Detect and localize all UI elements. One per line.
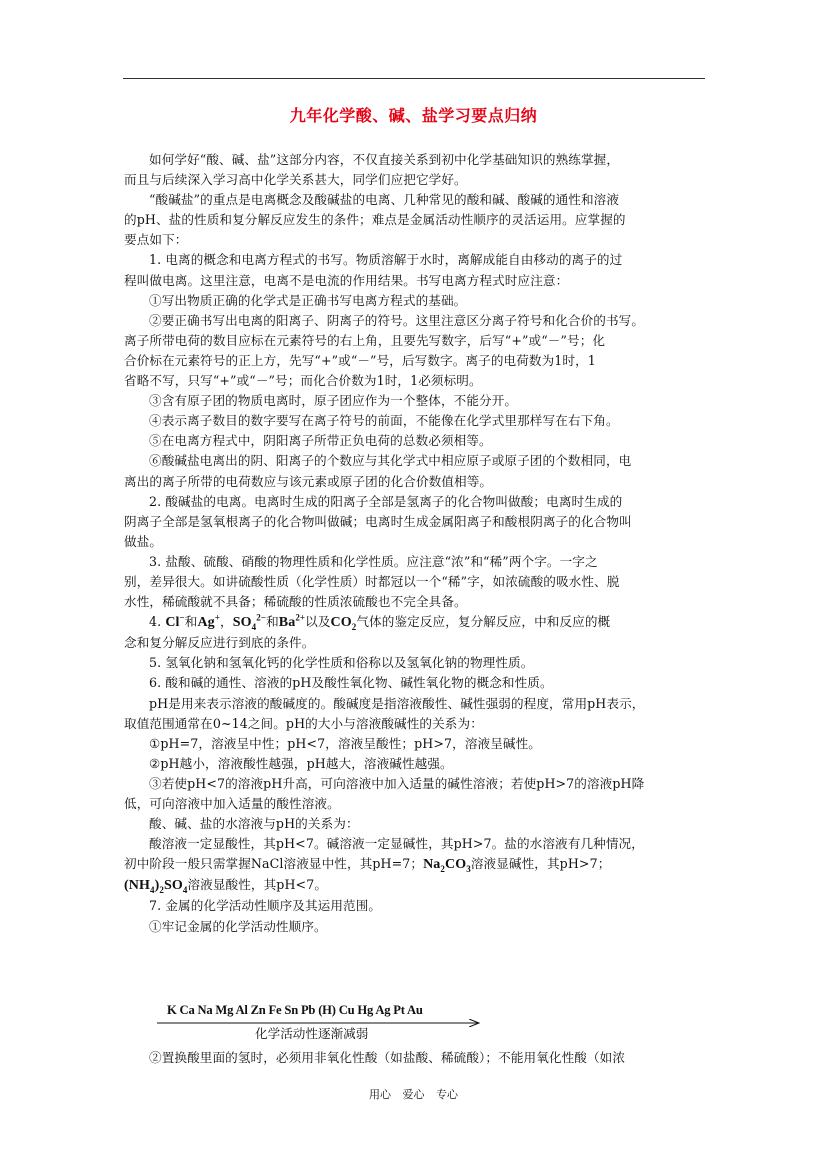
paragraph-line: ②置换酸里面的氢时，必须用非氧化性酸（如盐酸、稀硫酸）；不能用氧化性酸（如浓 (149, 1050, 626, 1065)
paragraph-line: 念和复分解反应进行到底的条件。 (124, 635, 315, 651)
paragraph-line: ⑥酸碱盐电离出的阴、阳离子的个数应与其化学式中相应原子或原子团的个数相同，电 (149, 453, 632, 469)
series-caption: 化学活动性逐渐减弱 (255, 1026, 369, 1041)
barium-ion: $Ba^{2+}$ (278, 612, 306, 631)
paragraph-line: 要点如下： (124, 232, 188, 248)
ammonium-sulfate: $(NH_4)_2SO_4$ (124, 878, 188, 896)
page-footer: 用心 爱心 专心 (369, 1088, 458, 1101)
paragraph-line: 5. 氢氧化钠和氢氧化钙的化学性质和俗称以及氢氧化钠的物理性质。 (149, 655, 534, 671)
silver-ion: Ag+ (197, 612, 221, 631)
paragraph-line: 水性，稀硫酸就不具备；稀硫酸的性质浓硫酸也不完全具备。 (124, 594, 467, 610)
paragraph-line: 2. 酸碱盐的电离。电离时生成的阳离子全部是氢离子的化合物叫做酸；电离时生成的 (149, 493, 623, 509)
paragraph-line: 而且与后续深入学习高中化学关系甚大，同学们应把它学好。 (124, 172, 467, 188)
paragraph-line: 做盐。 (124, 533, 163, 549)
paragraph-line: 如何学好“酸、碱、盐”这部分内容，不仅直接关系到初中化学基础知识的熟练掌握， (149, 152, 620, 167)
paragraph-line: 酸溶液一定显酸性，其pH<7。碱溶液一定显碱性，其pH>7。盐的水溶液有几种情况， (149, 836, 644, 852)
sulfate-ion: $SO_4^{2-}$ (232, 612, 267, 632)
paragraph-line: 低，可向溶液中加入适量的酸性溶液。 (124, 796, 340, 811)
paragraph-line: 程叫做电离。这里注意，电离不是电流的作用结果。书写电离方程式时应注意： (124, 272, 569, 288)
paragraph-line: “酸碱盐”的重点是电离概念及酸碱盐的电离、几种常见的酸和碱、酸碱的通性和溶液 (149, 192, 620, 208)
chloride-ion: Cl− (165, 612, 185, 631)
paragraph-line: pH是用来表示溶液的酸碱度的。酸碱度是指溶液酸性、碱性强弱的程度，常用pH表示， (149, 695, 645, 711)
paragraph-line: 6. 酸和碱的通性、溶液的pH及酸性氧化物、碱性氧化物的概念和性质。 (149, 675, 553, 691)
ion-identification-line: 4. Cl−和Ag+，$SO_4^{2-}$和$Ba^{2+}$以及$CO_2$气体的鉴定反应，复分解反应，中和反应的概 (149, 612, 611, 632)
salt-ph-line: 初中阶段一般只需掌握NaCl溶液显中性，其pH=7；$Na_2CO_3$溶液显碱性，其pH>7； (124, 856, 611, 875)
sodium-carbonate: $Na_2CO_3$ (423, 857, 471, 875)
paragraph-line: 7. 金属的化学活动性顺序及其运用范围。 (149, 898, 382, 914)
paragraph-line: 离出的离子所带的电荷数应与该元素或原子团的化合价数值相等。 (124, 473, 493, 489)
paragraph-line: 取值范围通常在0~14之间。pH的大小与溶液酸碱性的关系为： (124, 715, 483, 731)
paragraph-line: 1. 电离的概念和电离方程式的书写。物质溶解于水时，离解成能自由移动的离子的过 (149, 252, 623, 268)
paragraph-line: 的pH、盐的性质和复分解反应发生的条件；难点是金属活动性顺序的灵活运用。应掌握的 (124, 212, 626, 228)
paragraph-line: 合价标在元素符号的正上方，先写“+”或“－”号，后写数字。离子的电荷数为1时，1 (124, 352, 596, 368)
paragraph-line: ①牢记金属的化学活动性顺序。 (149, 918, 327, 934)
paragraph-line: ①写出物质正确的化学式是正确书写电离方程式的基础。 (149, 292, 467, 308)
paragraph-line: 别，差异很大。如讲硫酸性质（化学性质）时都冠以一个“稀”字，如浓硫酸的吸水性、脱 (124, 573, 620, 589)
paragraph-line: ②要正确书写出电离的阳离子、阴离子的符号。这里注意区分离子符号和化合价的书写。 (149, 312, 645, 328)
paragraph-line: ③含有原子团的物质电离时，原子团应作为一个整体，不能分开。 (149, 393, 518, 409)
paragraph-line: ③若使pH<7的溶液pH升高，可向溶液中加入适量的碱性溶液；若使pH>7的溶液pH降 (149, 775, 645, 791)
paragraph-line: ④表示离子数目的数字要写在离子符号的前面，不能像在化学式里那样写在右下角。 (149, 413, 619, 429)
paragraph-line: ⑤在电离方程式中，阴阳离子所带正负电荷的总数必须相等。 (149, 433, 492, 449)
paragraph-line: 阴离子全部是氢氧根离子的化合物叫做碱；电离时生成金属阳离子和酸根阴离子的化合物叫 (124, 513, 632, 529)
activity-series (157, 1003, 483, 1043)
document-title: 九年化学酸、碱、盐学习要点归纳 (289, 106, 538, 125)
paragraph-line: 离子所带电荷的数目应标在元素符号的右上角，且要先写数字，后写“+”或“－”号；化 (124, 332, 606, 348)
carbon-dioxide: $CO_2$ (330, 615, 357, 632)
paragraph-line: 省略不写，只写“+”或“－”号；而化合价数为1时，1必须标明。 (124, 373, 482, 389)
paragraph-line: 酸、碱、盐的水溶液与pH的关系为： (149, 816, 359, 832)
salt-ph-line: $(NH_4)_2SO_4$溶液显酸性，其pH<7。 (124, 877, 328, 896)
document-body (124, 150, 714, 937)
paragraph-line: ②pH越小，溶液酸性越强，pH越大，溶液碱性越强。 (149, 755, 453, 771)
paragraph-line: 3. 盐酸、硫酸、硝酸的物理性质和化学性质。应注意“浓”和“稀”两个字。一字之 (149, 553, 598, 569)
paragraph-line: ①pH=7，溶液呈中性；pH<7，溶液呈酸性；pH>7，溶液呈碱性。 (149, 735, 541, 751)
metal-series: K Ca Na Mg Al Zn Fe Sn Pb (H) Cu Hg Ag Pt Au (167, 1003, 423, 1017)
header-rule (123, 78, 705, 79)
